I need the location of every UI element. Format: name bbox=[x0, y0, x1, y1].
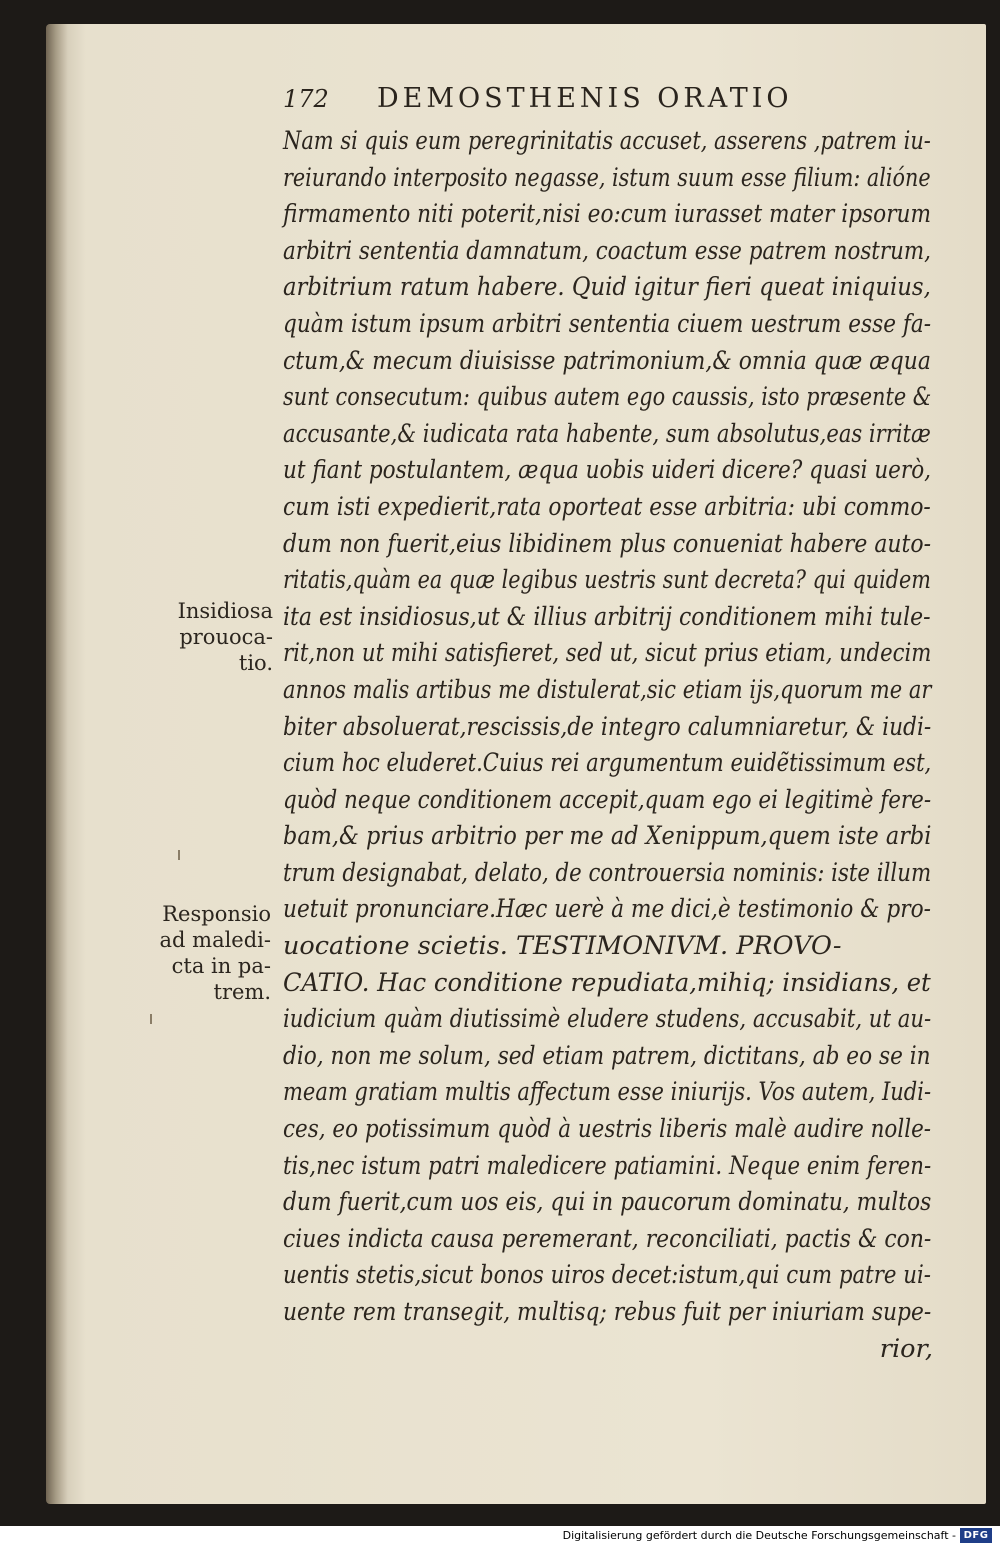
body-text bbox=[283, 123, 933, 1367]
text-line: dum non fuerit,eius libidinem plus conueniat habere auto- bbox=[283, 528, 931, 559]
margin-note-line: Insidiosa bbox=[177, 599, 273, 623]
margin-mark bbox=[178, 850, 180, 860]
margin-note-line: trem. bbox=[213, 980, 271, 1004]
text-line: ut fiant postulantem, æqua uobis uideri dicere? quasi uerò, bbox=[283, 455, 931, 486]
digitization-footer bbox=[0, 1526, 1000, 1546]
text-line: ciues indicta causa peremerant, reconciliati, pactis & con- bbox=[283, 1223, 932, 1254]
funding-credit: Digitalisierung gefördert durch die Deutsche Forschungsgemeinschaft - bbox=[562, 1529, 956, 1542]
text-line: rit,non ut mihi satisfieret, sed ut, sicut prius etiam, undecim bbox=[283, 638, 932, 669]
text-line: quàm istum ipsum arbitri sententia ciuem uestrum esse fa- bbox=[283, 308, 932, 339]
page-number: 172 bbox=[283, 85, 329, 113]
text-line: annos malis artibus me distulerat,sic etiam ijs,quorum me ar bbox=[283, 674, 932, 705]
text-line: iudicium quàm diutissimè eludere studens, accusabit, ut au- bbox=[283, 1004, 932, 1035]
margin-note-line: cta in pa- bbox=[171, 954, 271, 978]
text-line: meam gratiam multis affectum esse iniurijs. Vos autem, Iudi- bbox=[283, 1077, 932, 1108]
text-line: CATIO. Hac conditione repudiata,mihiq; insidians, et bbox=[283, 967, 931, 998]
margin-mark bbox=[150, 1014, 152, 1024]
text-line: dio, non me solum, sed etiam patrem, dictitans, ab eo se in bbox=[283, 1040, 931, 1071]
text-line: cum isti expedierit,rata oporteat esse arbitria: ubi commo- bbox=[283, 491, 931, 522]
text-line: cium hoc eluderet.Cuius rei argumentum euidẽtissimum est, bbox=[283, 748, 932, 779]
margin-note-line: prouoca- bbox=[179, 625, 273, 649]
text-line: sunt consecutum: quibus autem ego caussis, isto præsente & bbox=[283, 382, 932, 413]
text-line: tis,nec istum patri maledicere patiamini. Neque enim feren- bbox=[283, 1150, 932, 1181]
text-line: ritatis,quàm ea quæ legibus uestris sunt decreta? qui quidem bbox=[283, 565, 931, 596]
margin-note-insidiosa bbox=[148, 598, 273, 676]
text-line: firmamento niti poterit,nisi eo:cum iurasset mater ipsorum bbox=[283, 199, 932, 230]
text-line: arbitrium ratum habere. Quid igitur fieri queat iniquius, bbox=[283, 272, 931, 303]
text-line: Nam si quis eum peregrinitatis accuset, asserens ,patrem iu- bbox=[283, 126, 931, 156]
margin-note-responsio bbox=[146, 901, 271, 1005]
text-line: uente rem transegit, multisq; rebus fuit per iniuriam supe- bbox=[283, 1297, 932, 1327]
text-line: dum fuerit,cum uos eis, qui in paucorum dominatu, multos bbox=[283, 1187, 932, 1218]
text-line: uetuit pronunciare.Hæc uerè à me dici,è testimonio & pro- bbox=[283, 894, 931, 925]
text-line: accusante,& iudicata rata habente, sum absolutus,eas irritæ bbox=[283, 418, 931, 449]
text-line: ita est insidiosus,ut & illius arbitrij conditionem mihi tule- bbox=[283, 601, 931, 632]
text-line: biter absoluerat,rescissis,de integro calumniaretur, & iudi- bbox=[283, 711, 932, 742]
catchword: rior, bbox=[879, 1333, 933, 1364]
dfg-logo: DFG bbox=[960, 1528, 992, 1543]
running-title: DEMOSTHENIS ORATIO bbox=[377, 83, 793, 114]
text-line: trum designabat, delato, de controuersia nominis: iste illum bbox=[283, 857, 932, 888]
margin-note-line: ad maledi- bbox=[159, 928, 271, 952]
text-line: arbitri sententia damnatum, coactum esse patrem nostrum, bbox=[283, 235, 931, 266]
text-line: reiurando interposito negasse, istum suum esse filium: alióne bbox=[283, 162, 931, 193]
text-line: ctum,& mecum diuisisse patrimonium,& omnia quæ æqua bbox=[283, 345, 931, 376]
text-line: uentis stetis,sicut bonos uiros decet:istum,qui cum patre ui- bbox=[283, 1260, 931, 1291]
text-line: quòd neque conditionem accepit,quam ego ei legitimè fere- bbox=[283, 784, 932, 815]
text-line: uocatione scietis. TESTIMONIVM. PROVO- bbox=[283, 931, 842, 962]
text-line: bam,& prius arbitrio per me ad Xenippum,quem iste arbi bbox=[283, 821, 932, 852]
margin-note-line: Responsio bbox=[162, 902, 271, 926]
text-line: ces, eo potissimum quòd à uestris liberis malè audire nolle- bbox=[283, 1114, 932, 1145]
margin-note-line: tio. bbox=[238, 651, 273, 675]
running-head bbox=[283, 83, 843, 123]
